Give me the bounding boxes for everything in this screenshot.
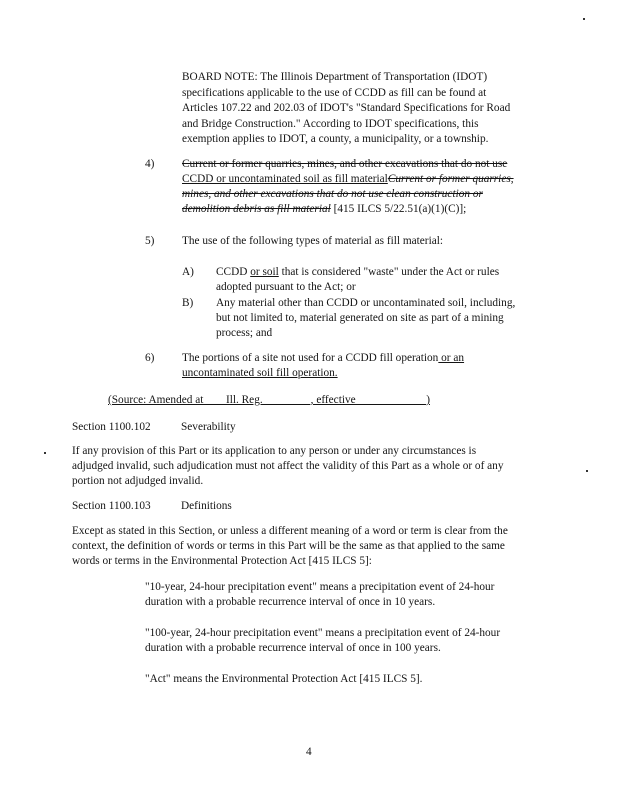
section-103-title: Definitions xyxy=(181,500,232,512)
item-4-deleted-line: mines, and other excavations that do not use clean construction or xyxy=(182,188,483,200)
section-102-line: portion not adjudged invalid. xyxy=(72,475,204,487)
item-4-inserted-text: CCDD or uncontaminated soil as fill material xyxy=(182,173,388,185)
item-6-number: 6) xyxy=(145,352,155,364)
section-103-intro-line: context, the definition of words or terms in this Part will be the same as that applied to the same xyxy=(72,540,505,552)
definition-10-year-line: duration with a probable recurrence interval of once in 10 years. xyxy=(145,596,436,608)
section-102-heading: Section 1100.102 xyxy=(72,421,151,433)
item-6-inserted-line: uncontaminated soil fill operation. xyxy=(182,367,338,379)
item-5a-line: CCDD or soil that is considered "waste" under the Act or rules xyxy=(216,266,500,278)
page-number: 4 xyxy=(306,746,312,758)
item-4-line xyxy=(182,202,466,218)
item-5b-label: B) xyxy=(182,297,194,309)
section-102-line: adjudged invalid, such adjudication must not affect the validity of this Part as a whole or of any xyxy=(72,460,504,472)
item-4-line xyxy=(182,172,514,188)
item-5b-line: Any material other than CCDD or uncontaminated soil, including, xyxy=(216,297,516,309)
item-5-number: 5) xyxy=(145,235,155,247)
item-5b-line: but not limited to, material generated on site as part of a mining xyxy=(216,312,504,324)
item-4-deleted-text: demolition debris as fill material xyxy=(182,203,331,215)
item-4-number: 4) xyxy=(145,158,155,170)
board-note-line: exemption applies to IDOT, a county, a municipality, or a township. xyxy=(182,133,489,145)
scan-speck xyxy=(44,452,46,454)
board-note-line: specifications applicable to the use of CCDD as fill can be found at xyxy=(182,87,487,99)
scan-speck xyxy=(586,470,588,472)
item-4-citation: [415 ILCS 5/22.51(a)(1)(C)]; xyxy=(330,203,467,215)
scan-speck xyxy=(583,18,585,20)
section-103-heading: Section 1100.103 xyxy=(72,500,151,512)
section-103-intro-line: Except as stated in this Section, or unless a different meaning of a word or term is clear from the xyxy=(72,525,508,537)
item-6-inserted-text: or an xyxy=(438,352,465,364)
item-5a-label: A) xyxy=(182,266,194,278)
section-102-title: Severability xyxy=(181,421,236,433)
source-note: (Source: Amended at ___ Ill. Reg. ________, effective ____________) xyxy=(108,394,430,406)
definition-100-year-line: "100-year, 24-hour precipitation event" means a precipitation event of 24-hour xyxy=(145,627,501,639)
board-note-line: BOARD NOTE: The Illinois Department of Transportation (IDOT) xyxy=(182,71,488,83)
definition-10-year-line: "10-year, 24-hour precipitation event" means a precipitation event of 24-hour xyxy=(145,581,495,593)
item-5a-inserted-text: or soil xyxy=(250,266,279,278)
item-4-line: Current or former quarries, mines, and other excavations that do not use xyxy=(182,158,508,170)
section-103-intro-line: words or terms in the Environmental Protection Act [415 ILCS 5]: xyxy=(72,555,372,567)
section-102-line: If any provision of this Part or its application to any person or under any circumstances is xyxy=(72,445,477,457)
board-note-line: and Bridge Construction." According to IDOT specifications, this xyxy=(182,118,479,130)
item-6-line: The portions of a site not used for a CCDD fill operation or an xyxy=(182,352,465,364)
item-5-text: The use of the following types of material as fill material: xyxy=(182,235,444,247)
item-4-deleted-text: Current or former quarries, xyxy=(387,173,514,185)
definition-act: "Act" means the Environmental Protection Act [415 ILCS 5]. xyxy=(145,673,423,685)
item-5a-line: adopted pursuant to the Act; or xyxy=(216,281,356,293)
definition-100-year-line: duration with a probable recurrence interval of once in 100 years. xyxy=(145,642,441,654)
item-5b-line: process; and xyxy=(216,327,273,339)
board-note-line: Articles 107.22 and 202.03 of IDOT's "Standard Specifications for Road xyxy=(182,102,511,114)
